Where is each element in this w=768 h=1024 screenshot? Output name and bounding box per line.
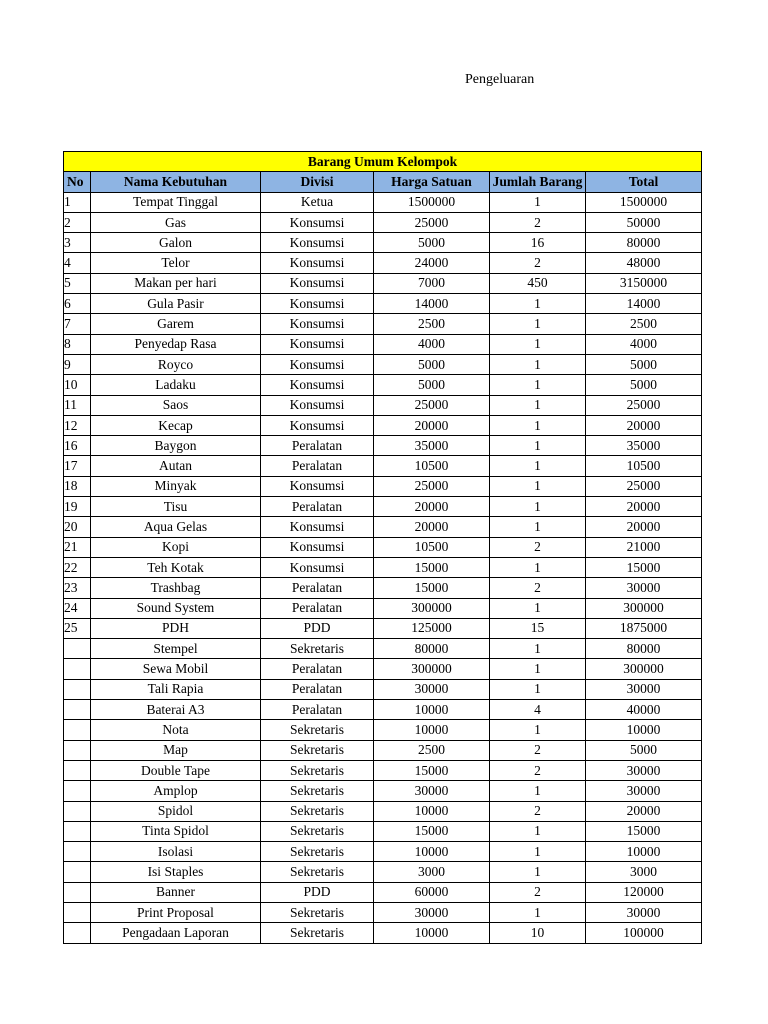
cell-no: 22 xyxy=(64,557,91,577)
cell-nama: Ladaku xyxy=(91,375,261,395)
cell-no: 20 xyxy=(64,517,91,537)
cell-nama: Telor xyxy=(91,253,261,273)
cell-divisi: Peralatan xyxy=(261,598,374,618)
cell-divisi: Konsumsi xyxy=(261,395,374,415)
cell-no: 10 xyxy=(64,375,91,395)
cell-divisi: Sekretaris xyxy=(261,821,374,841)
table-row xyxy=(64,314,702,334)
cell-jumlah: 1 xyxy=(490,659,586,679)
cell-jumlah: 10 xyxy=(490,923,586,943)
cell-nama: Tali Rapia xyxy=(91,679,261,699)
cell-divisi: Konsumsi xyxy=(261,314,374,334)
cell-total: 48000 xyxy=(586,253,702,273)
cell-jumlah: 1 xyxy=(490,517,586,537)
cell-jumlah: 1 xyxy=(490,415,586,435)
cell-jumlah: 2 xyxy=(490,801,586,821)
cell-no xyxy=(64,720,91,740)
cell-divisi: Peralatan xyxy=(261,659,374,679)
cell-total: 300000 xyxy=(586,598,702,618)
table-row xyxy=(64,253,702,273)
cell-harga: 10000 xyxy=(374,720,490,740)
cell-total: 35000 xyxy=(586,436,702,456)
column-header-nama: Nama Kebutuhan xyxy=(91,172,261,192)
cell-nama: Trashbag xyxy=(91,578,261,598)
cell-jumlah: 1 xyxy=(490,334,586,354)
cell-divisi: Konsumsi xyxy=(261,334,374,354)
cell-total: 80000 xyxy=(586,639,702,659)
table-row xyxy=(64,334,702,354)
cell-nama: Aqua Gelas xyxy=(91,517,261,537)
cell-nama: Spidol xyxy=(91,801,261,821)
cell-nama: Royco xyxy=(91,354,261,374)
cell-total: 80000 xyxy=(586,233,702,253)
cell-harga: 125000 xyxy=(374,618,490,638)
table-row xyxy=(64,273,702,293)
cell-total: 120000 xyxy=(586,882,702,902)
table-header-row xyxy=(64,172,702,192)
table-row xyxy=(64,740,702,760)
cell-total: 20000 xyxy=(586,497,702,517)
cell-no xyxy=(64,821,91,841)
table-row xyxy=(64,517,702,537)
cell-divisi: Peralatan xyxy=(261,497,374,517)
cell-harga: 300000 xyxy=(374,598,490,618)
cell-jumlah: 1 xyxy=(490,902,586,922)
cell-nama: Kopi xyxy=(91,537,261,557)
cell-divisi: Sekretaris xyxy=(261,801,374,821)
cell-harga: 80000 xyxy=(374,639,490,659)
cell-harga: 14000 xyxy=(374,294,490,314)
table-row xyxy=(64,294,702,314)
cell-jumlah: 4 xyxy=(490,700,586,720)
cell-total: 4000 xyxy=(586,334,702,354)
column-header-jumlah: Jumlah Barang xyxy=(490,172,586,192)
cell-no: 6 xyxy=(64,294,91,314)
cell-divisi: Sekretaris xyxy=(261,923,374,943)
table-row xyxy=(64,862,702,882)
cell-harga: 25000 xyxy=(374,212,490,232)
cell-nama: Double Tape xyxy=(91,760,261,780)
cell-no: 11 xyxy=(64,395,91,415)
cell-no xyxy=(64,659,91,679)
cell-harga: 15000 xyxy=(374,760,490,780)
cell-divisi: Konsumsi xyxy=(261,212,374,232)
table-row xyxy=(64,842,702,862)
table-row xyxy=(64,882,702,902)
cell-nama: Sewa Mobil xyxy=(91,659,261,679)
table-row xyxy=(64,902,702,922)
cell-no xyxy=(64,760,91,780)
cell-divisi: Konsumsi xyxy=(261,517,374,537)
cell-no: 8 xyxy=(64,334,91,354)
cell-nama: Gula Pasir xyxy=(91,294,261,314)
table-row xyxy=(64,192,702,212)
cell-no: 25 xyxy=(64,618,91,638)
cell-harga: 7000 xyxy=(374,273,490,293)
cell-jumlah: 1 xyxy=(490,192,586,212)
cell-harga: 2500 xyxy=(374,314,490,334)
cell-total: 30000 xyxy=(586,679,702,699)
cell-total: 3000 xyxy=(586,862,702,882)
page-title: Pengeluaran xyxy=(465,72,535,87)
cell-divisi: PDD xyxy=(261,882,374,902)
table-row xyxy=(64,497,702,517)
cell-divisi: Ketua xyxy=(261,192,374,212)
cell-total: 20000 xyxy=(586,517,702,537)
table-row xyxy=(64,598,702,618)
cell-harga: 5000 xyxy=(374,375,490,395)
cell-nama: Print Proposal xyxy=(91,902,261,922)
table-row xyxy=(64,781,702,801)
cell-no xyxy=(64,882,91,902)
table-row xyxy=(64,679,702,699)
cell-harga: 10500 xyxy=(374,456,490,476)
cell-total: 5000 xyxy=(586,354,702,374)
cell-harga: 30000 xyxy=(374,902,490,922)
cell-no xyxy=(64,902,91,922)
column-header-divisi: Divisi xyxy=(261,172,374,192)
cell-jumlah: 1 xyxy=(490,375,586,395)
cell-harga: 25000 xyxy=(374,476,490,496)
cell-harga: 300000 xyxy=(374,659,490,679)
table-caption-row xyxy=(64,152,702,172)
table-row xyxy=(64,720,702,740)
cell-divisi: Peralatan xyxy=(261,578,374,598)
cell-jumlah: 1 xyxy=(490,497,586,517)
cell-nama: Sound System xyxy=(91,598,261,618)
cell-nama: Kecap xyxy=(91,415,261,435)
cell-jumlah: 2 xyxy=(490,253,586,273)
cell-total: 40000 xyxy=(586,700,702,720)
cell-no xyxy=(64,679,91,699)
cell-divisi: Konsumsi xyxy=(261,476,374,496)
cell-divisi: Sekretaris xyxy=(261,842,374,862)
cell-no: 12 xyxy=(64,415,91,435)
cell-nama: Map xyxy=(91,740,261,760)
table-row xyxy=(64,476,702,496)
cell-total: 15000 xyxy=(586,557,702,577)
table-row xyxy=(64,923,702,943)
cell-total: 50000 xyxy=(586,212,702,232)
cell-nama: Amplop xyxy=(91,781,261,801)
cell-jumlah: 2 xyxy=(490,537,586,557)
table-row xyxy=(64,537,702,557)
cell-nama: Galon xyxy=(91,233,261,253)
cell-jumlah: 1 xyxy=(490,862,586,882)
cell-harga: 60000 xyxy=(374,882,490,902)
cell-nama: Minyak xyxy=(91,476,261,496)
table-row xyxy=(64,375,702,395)
cell-divisi: Konsumsi xyxy=(261,253,374,273)
cell-harga: 35000 xyxy=(374,436,490,456)
table-row xyxy=(64,395,702,415)
cell-harga: 20000 xyxy=(374,517,490,537)
table-row xyxy=(64,801,702,821)
table-row xyxy=(64,821,702,841)
cell-harga: 10000 xyxy=(374,923,490,943)
cell-total: 10000 xyxy=(586,842,702,862)
table-row xyxy=(64,639,702,659)
cell-jumlah: 2 xyxy=(490,740,586,760)
cell-jumlah: 2 xyxy=(490,578,586,598)
cell-no: 18 xyxy=(64,476,91,496)
cell-divisi: Konsumsi xyxy=(261,415,374,435)
cell-jumlah: 2 xyxy=(490,760,586,780)
cell-divisi: Sekretaris xyxy=(261,740,374,760)
cell-nama: Stempel xyxy=(91,639,261,659)
cell-total: 1500000 xyxy=(586,192,702,212)
cell-total: 100000 xyxy=(586,923,702,943)
cell-no: 17 xyxy=(64,456,91,476)
cell-no: 9 xyxy=(64,354,91,374)
cell-total: 25000 xyxy=(586,395,702,415)
cell-divisi: Konsumsi xyxy=(261,294,374,314)
cell-divisi: Sekretaris xyxy=(261,639,374,659)
cell-harga: 3000 xyxy=(374,862,490,882)
cell-nama: Makan per hari xyxy=(91,273,261,293)
cell-total: 25000 xyxy=(586,476,702,496)
cell-jumlah: 1 xyxy=(490,781,586,801)
cell-jumlah: 1 xyxy=(490,842,586,862)
cell-no: 7 xyxy=(64,314,91,334)
cell-harga: 30000 xyxy=(374,679,490,699)
cell-jumlah: 1 xyxy=(490,354,586,374)
cell-total: 1875000 xyxy=(586,618,702,638)
cell-divisi: PDD xyxy=(261,618,374,638)
table-row xyxy=(64,233,702,253)
cell-divisi: Konsumsi xyxy=(261,273,374,293)
cell-divisi: Sekretaris xyxy=(261,781,374,801)
cell-divisi: Peralatan xyxy=(261,679,374,699)
table-row xyxy=(64,212,702,232)
cell-harga: 15000 xyxy=(374,557,490,577)
cell-nama: Tinta Spidol xyxy=(91,821,261,841)
cell-total: 30000 xyxy=(586,902,702,922)
cell-nama: Penyedap Rasa xyxy=(91,334,261,354)
cell-total: 30000 xyxy=(586,781,702,801)
cell-nama: PDH xyxy=(91,618,261,638)
cell-jumlah: 1 xyxy=(490,476,586,496)
cell-divisi: Sekretaris xyxy=(261,862,374,882)
table-row xyxy=(64,659,702,679)
cell-harga: 20000 xyxy=(374,497,490,517)
cell-divisi: Konsumsi xyxy=(261,537,374,557)
cell-no: 5 xyxy=(64,273,91,293)
cell-no xyxy=(64,639,91,659)
cell-jumlah: 16 xyxy=(490,233,586,253)
table-row xyxy=(64,557,702,577)
cell-nama: Banner xyxy=(91,882,261,902)
table-row xyxy=(64,354,702,374)
cell-no xyxy=(64,700,91,720)
cell-no xyxy=(64,923,91,943)
cell-total: 10500 xyxy=(586,456,702,476)
table-row xyxy=(64,760,702,780)
cell-jumlah: 2 xyxy=(490,212,586,232)
cell-total: 300000 xyxy=(586,659,702,679)
cell-total: 14000 xyxy=(586,294,702,314)
cell-harga: 24000 xyxy=(374,253,490,273)
cell-total: 3150000 xyxy=(586,273,702,293)
cell-total: 15000 xyxy=(586,821,702,841)
cell-divisi: Konsumsi xyxy=(261,233,374,253)
table-row xyxy=(64,436,702,456)
cell-nama: Nota xyxy=(91,720,261,740)
cell-no xyxy=(64,781,91,801)
cell-nama: Garem xyxy=(91,314,261,334)
table-row xyxy=(64,618,702,638)
cell-divisi: Konsumsi xyxy=(261,375,374,395)
cell-divisi: Konsumsi xyxy=(261,557,374,577)
cell-no: 2 xyxy=(64,212,91,232)
cell-jumlah: 15 xyxy=(490,618,586,638)
cell-no xyxy=(64,740,91,760)
table-row xyxy=(64,456,702,476)
cell-no: 24 xyxy=(64,598,91,618)
cell-nama: Teh Kotak xyxy=(91,557,261,577)
cell-total: 5000 xyxy=(586,375,702,395)
cell-jumlah: 1 xyxy=(490,598,586,618)
cell-harga: 25000 xyxy=(374,395,490,415)
column-header-total: Total xyxy=(586,172,702,192)
cell-no: 4 xyxy=(64,253,91,273)
cell-nama: Gas xyxy=(91,212,261,232)
cell-harga: 10000 xyxy=(374,700,490,720)
cell-nama: Baterai A3 xyxy=(91,700,261,720)
cell-total: 10000 xyxy=(586,720,702,740)
cell-no: 23 xyxy=(64,578,91,598)
cell-jumlah: 1 xyxy=(490,720,586,740)
cell-nama: Isolasi xyxy=(91,842,261,862)
cell-jumlah: 1 xyxy=(490,314,586,334)
cell-no: 3 xyxy=(64,233,91,253)
cell-jumlah: 1 xyxy=(490,395,586,415)
table-row xyxy=(64,578,702,598)
cell-no xyxy=(64,801,91,821)
cell-total: 2500 xyxy=(586,314,702,334)
cell-jumlah: 1 xyxy=(490,456,586,476)
cell-harga: 10000 xyxy=(374,842,490,862)
cell-harga: 2500 xyxy=(374,740,490,760)
cell-no xyxy=(64,862,91,882)
expense-table xyxy=(63,151,702,944)
cell-jumlah: 1 xyxy=(490,639,586,659)
column-header-no: No xyxy=(64,172,91,192)
cell-nama: Autan xyxy=(91,456,261,476)
column-header-harga: Harga Satuan xyxy=(374,172,490,192)
table-caption: Barang Umum Kelompok xyxy=(64,152,702,172)
cell-harga: 30000 xyxy=(374,781,490,801)
cell-nama: Tempat Tinggal xyxy=(91,192,261,212)
cell-divisi: Peralatan xyxy=(261,700,374,720)
cell-jumlah: 2 xyxy=(490,882,586,902)
cell-total: 21000 xyxy=(586,537,702,557)
cell-divisi: Konsumsi xyxy=(261,354,374,374)
cell-nama: Tisu xyxy=(91,497,261,517)
cell-no xyxy=(64,842,91,862)
cell-harga: 10000 xyxy=(374,801,490,821)
table-row xyxy=(64,700,702,720)
cell-jumlah: 1 xyxy=(490,436,586,456)
cell-total: 30000 xyxy=(586,578,702,598)
cell-no: 21 xyxy=(64,537,91,557)
cell-divisi: Sekretaris xyxy=(261,902,374,922)
cell-harga: 15000 xyxy=(374,578,490,598)
cell-harga: 15000 xyxy=(374,821,490,841)
table-body xyxy=(64,192,702,943)
cell-divisi: Sekretaris xyxy=(261,720,374,740)
cell-total: 20000 xyxy=(586,415,702,435)
cell-jumlah: 450 xyxy=(490,273,586,293)
cell-total: 5000 xyxy=(586,740,702,760)
cell-jumlah: 1 xyxy=(490,679,586,699)
cell-nama: Saos xyxy=(91,395,261,415)
cell-no: 1 xyxy=(64,192,91,212)
cell-harga: 20000 xyxy=(374,415,490,435)
cell-jumlah: 1 xyxy=(490,821,586,841)
cell-harga: 5000 xyxy=(374,233,490,253)
cell-harga: 5000 xyxy=(374,354,490,374)
cell-jumlah: 1 xyxy=(490,294,586,314)
cell-divisi: Peralatan xyxy=(261,436,374,456)
cell-total: 30000 xyxy=(586,760,702,780)
cell-no: 19 xyxy=(64,497,91,517)
table-row xyxy=(64,415,702,435)
cell-harga: 4000 xyxy=(374,334,490,354)
cell-no: 16 xyxy=(64,436,91,456)
cell-nama: Isi Staples xyxy=(91,862,261,882)
cell-nama: Baygon xyxy=(91,436,261,456)
cell-jumlah: 1 xyxy=(490,557,586,577)
cell-total: 20000 xyxy=(586,801,702,821)
cell-nama: Pengadaan Laporan xyxy=(91,923,261,943)
cell-divisi: Sekretaris xyxy=(261,760,374,780)
cell-harga: 10500 xyxy=(374,537,490,557)
cell-divisi: Peralatan xyxy=(261,456,374,476)
cell-harga: 1500000 xyxy=(374,192,490,212)
